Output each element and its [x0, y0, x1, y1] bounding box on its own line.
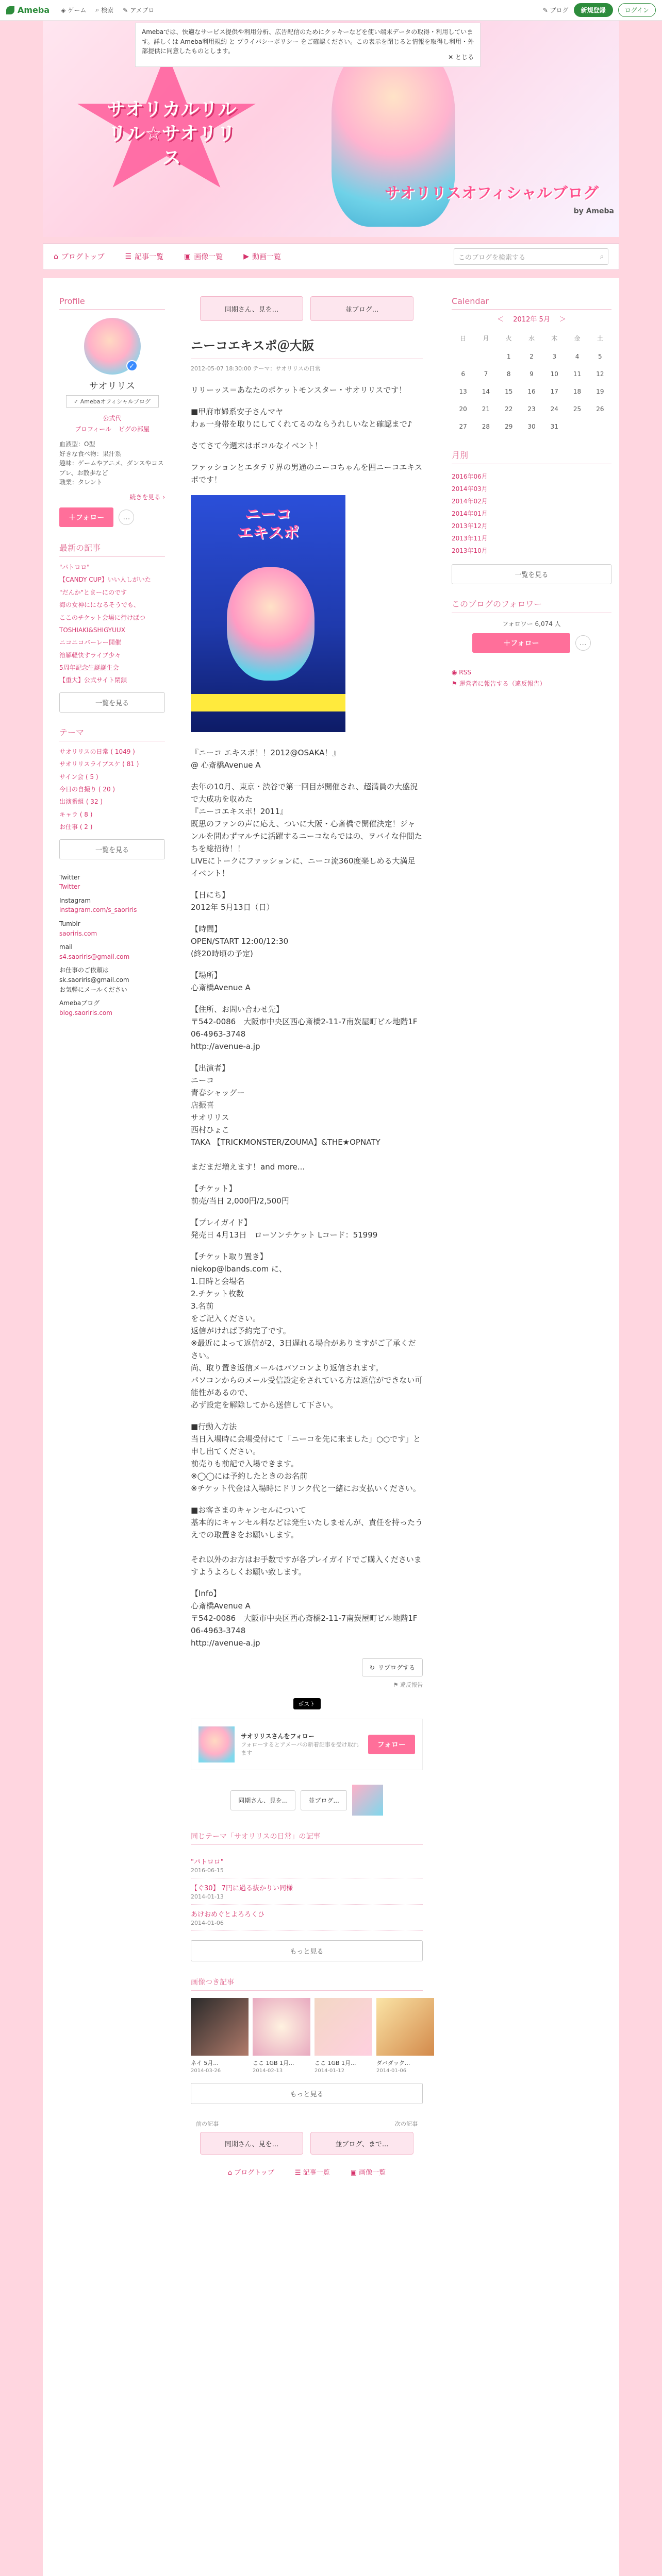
- nav-image-list[interactable]: ▣ 画像一覧: [184, 252, 223, 261]
- calendar-day: 14: [482, 388, 490, 395]
- ameba-badge-icon: ✓: [73, 398, 80, 405]
- entry-paragraph: ■お客さまのキャンセルについて 基本的にキャンセル料などは発生いたしませんが、責任を持ったうえでの取置きをお願いします。 それ以外のお方はお手数ですが各プレイガイドでご購入くださいますようよろしくお願い致します。: [191, 1505, 423, 1577]
- entry-paragraph: 【住所、お問い合わせ先】 〒542-0086 大阪市中央区西心斎橋2-11-7南炭屋町ビル地階1F 06-4963-3748 http://avenue-a.jp: [191, 1005, 418, 1051]
- topbar-nav: [61, 6, 154, 14]
- login-button[interactable]: ログイン: [618, 3, 656, 17]
- bottom-pager: [191, 2132, 423, 2155]
- recent-item[interactable]: "だんか"とまーにのです: [59, 588, 127, 596]
- flag-icon: ⚑: [393, 1682, 400, 1688]
- more-menu-icon[interactable]: …: [119, 510, 134, 525]
- calendar-day: 19: [596, 388, 604, 395]
- prev-entry-button[interactable]: 同期さん、見を...: [200, 296, 303, 321]
- mid-prev-button[interactable]: 同期さん、見を...: [230, 1790, 295, 1810]
- entry-paragraph: 【チケット取り置き】 niekop@lbands.com に、 1.日時と会場名 2.チケット枚数 3.名前 をご記入ください。 返信がければ予約完了です。 ※最近によって返信が2、3日遅れる場合がありますがご了承ください。 尚、取り置き返信メールはパソコンより返信されます。 パソコンからのメール受信設定をされている方は返信ができない可能性があるので、 必ず設定を解除してから送信して下さい。: [191, 1252, 423, 1410]
- weekday: 土: [597, 335, 603, 342]
- theme-item[interactable]: サオリリスの日常 ( 1049 ): [59, 748, 135, 755]
- list-icon: ☰: [294, 2169, 303, 2177]
- bottom-prev-label: 前の記事: [196, 2121, 219, 2127]
- weekday: 金: [574, 335, 581, 342]
- calendar-day: 16: [527, 388, 536, 395]
- archive-item[interactable]: 2016年06月: [452, 473, 488, 480]
- contact-block: [59, 873, 165, 1018]
- recent-item[interactable]: ニコニコバーレー開催: [59, 639, 121, 647]
- calendar-day: 10: [550, 370, 558, 378]
- weekday: 月: [483, 335, 489, 342]
- calendar-day: 31: [550, 423, 558, 430]
- bottom-nav-entry-list[interactable]: ☰ 記事一覧: [294, 2169, 330, 2177]
- mail-label: mail: [59, 943, 73, 951]
- calendar-day: 26: [596, 405, 604, 413]
- video-icon: ▶: [243, 252, 250, 261]
- archive-item[interactable]: 2013年12月: [452, 522, 488, 530]
- recent-item[interactable]: 海の女神にになるそうでも、: [59, 601, 140, 609]
- same-theme-list: [191, 1852, 423, 1931]
- header-hero-title: サオリカルリルリル☆サオリリス: [107, 99, 237, 168]
- archive-list-button[interactable]: 一覧を見る: [452, 564, 611, 584]
- mid-next-thumbnail[interactable]: [352, 1785, 383, 1816]
- archive-heading: 月別: [452, 449, 611, 464]
- calendar-day: 29: [505, 423, 513, 430]
- home-icon: ⌂: [54, 252, 58, 261]
- recent-item[interactable]: 【重大】公式サイト閉鎖: [59, 676, 127, 684]
- mail-link[interactable]: s4.saoriris@gmail.com: [59, 953, 130, 960]
- bottom-prev-button[interactable]: 同期さん、見を...: [200, 2132, 303, 2155]
- calendar-day: 8: [506, 370, 511, 378]
- post-button[interactable]: ポスト: [293, 1698, 321, 1709]
- right-follow-button[interactable]: ＋フォロー: [472, 633, 570, 653]
- calendar-day: 21: [482, 405, 490, 413]
- nav-blog-top[interactable]: ⌂ ブログトップ: [54, 252, 105, 261]
- image-icon: ▣: [184, 252, 191, 261]
- profile-sub-link[interactable]: 公式代: [103, 415, 122, 422]
- entry-paragraph: 【場所】 心斎橋Avenue A: [191, 971, 251, 992]
- image-icon: ▣: [350, 2169, 359, 2177]
- calendar-day: 1: [506, 353, 511, 360]
- ameba-topbar: [0, 0, 662, 21]
- theme-list: [59, 748, 165, 832]
- same-theme-item[interactable]: 【ぐ30】 7円に過る抜かりい同様 2014-01-13: [191, 1878, 423, 1905]
- calendar-day: 9: [529, 370, 534, 378]
- calendar-table: [452, 329, 611, 435]
- entry-title[interactable]: ニーコエキスポ＠大阪: [191, 335, 423, 359]
- official-blog-tag: ✓ Amebaオフィシャルブログ: [66, 395, 159, 408]
- weekday: 水: [528, 335, 535, 342]
- image-entry[interactable]: ダバダック... 2014-01-06: [376, 1998, 434, 2074]
- calendar-day: 5: [598, 353, 602, 360]
- bottom-nav-blog-top[interactable]: ⌂ ブログトップ: [227, 2169, 274, 2177]
- rss-link[interactable]: ◉ RSS: [452, 669, 471, 676]
- recent-item[interactable]: TOSHIAKI&SHIGYUUX: [59, 626, 125, 634]
- calendar-day: 23: [527, 405, 536, 413]
- entry-paragraph: ■行動入方法 当日入場時に会場受付にて「ニーコを先に来ました」○○です」と申し出てください。 前売りも前記で入場できます。 ※◯◯には予約したときのお名前 ※チケット代金は入場時にドリンク代と一緒にお支払いください。: [191, 1422, 421, 1493]
- bottom-nav: [191, 2167, 423, 2177]
- profile-tab-pigg[interactable]: ピグの部屋: [118, 426, 150, 433]
- image-entries-more-button[interactable]: もっと見る: [191, 2083, 423, 2104]
- verified-icon: ✓: [126, 360, 138, 371]
- follow-card-sub: フォローするとアメーバの新着記事を受け取れます: [241, 1741, 359, 1756]
- recent-item[interactable]: "パトロロ": [59, 563, 90, 571]
- topbar-nav-ameblo[interactable]: ✎ アメブロ: [123, 6, 155, 14]
- bottom-next-button[interactable]: 並ブログ、まで...: [310, 2132, 413, 2155]
- image-entries-grid: [191, 1998, 423, 2074]
- entry-meta: 2012-05-07 18:30:00 テーマ：サオリリスの日常: [191, 365, 321, 372]
- recent-item[interactable]: ここのチケット会場に行けばつ: [59, 614, 145, 621]
- same-theme-item[interactable]: あけおめぐとよろろくひ 2014-01-06: [191, 1905, 423, 1931]
- rss-icon: ◉: [452, 669, 459, 676]
- theme-item[interactable]: サオリリスライブスケ ( 81 ): [59, 760, 139, 768]
- list-icon: ☰: [125, 252, 132, 261]
- calendar-day: [589, 418, 611, 435]
- cookie-text: Amebaでは、快適なサービス提供や利用分析、広告配信のためにクッキーなどを使い端末データの取得・利用しています。詳しくは Ameba利用規約 と プライバシーポリシー をご確認ください。この表示を閉じると情報を取得し利用・外部提供に同意したものとします。: [142, 28, 474, 55]
- image-entry[interactable]: ネイ 5月... 2014-03-26: [191, 1998, 249, 2074]
- poster-face: [227, 567, 315, 681]
- image-entry[interactable]: ここ 1GB 1月... 2014-01-12: [315, 1998, 372, 2074]
- calendar-day: 30: [527, 423, 536, 430]
- close-icon: ✕: [448, 54, 455, 61]
- entry-paragraph: 【プレイガイド】 発売日 4月13日 ローソンチケット Lコード：51999: [191, 1218, 378, 1240]
- profile-name[interactable]: サオリリス: [89, 381, 136, 392]
- same-theme-more-button[interactable]: もっと見る: [191, 1940, 423, 1961]
- profile-bio: 血液型：O型 好きな食べ物：果汁系 趣味：ゲームやアニメ、ダンスやコスプレ、お散歩など 職業：タレント: [59, 440, 164, 486]
- search-icon[interactable]: ⌕: [600, 252, 604, 261]
- entry-paragraph: リリーッス＝あなたのポケットモンスター・サオリリスです！: [191, 385, 407, 395]
- calendar-day: 17: [550, 388, 558, 395]
- cookie-close-button[interactable]: ✕ とじる: [448, 54, 474, 61]
- sidebar-follow-button[interactable]: ＋フォロー: [59, 507, 113, 527]
- follow-card-button[interactable]: フォロー: [368, 1735, 415, 1754]
- home-icon: ⌂: [227, 2169, 235, 2177]
- topbar-nav-game[interactable]: ◈ ゲーム: [61, 6, 87, 14]
- follower-count[interactable]: フォロワー 6,074 人: [502, 620, 561, 628]
- calendar-day: 11: [573, 370, 582, 378]
- entry-body: [191, 384, 423, 1649]
- ameblo-link[interactable]: blog.saoriris.com: [59, 1009, 112, 1016]
- header-by-ameba: by Ameba: [573, 207, 614, 215]
- signup-button[interactable]: 新規登録: [574, 3, 613, 17]
- archive-item[interactable]: 2013年11月: [452, 535, 488, 542]
- calendar-day: 6: [461, 370, 465, 378]
- blog-search-input[interactable]: このブログを検索する ⌕: [454, 248, 608, 265]
- archive-item[interactable]: 2013年10月: [452, 547, 488, 554]
- calendar-day: 27: [459, 423, 467, 430]
- tumblr-link[interactable]: saoriris.com: [59, 929, 97, 937]
- calendar-month: 2012年 5月: [513, 316, 550, 324]
- image-entries-heading: 画像つき記事: [191, 1977, 423, 1991]
- archive-item[interactable]: 2014年03月: [452, 485, 488, 493]
- archive-item[interactable]: 2014年02月: [452, 498, 488, 505]
- nav-video-list[interactable]: ▶ 動画一覧: [243, 252, 282, 261]
- ameba-leaf-icon: [6, 6, 14, 14]
- recent-item[interactable]: 溶解軽快すライブ少々: [59, 651, 121, 659]
- calendar-day: 12: [596, 370, 604, 378]
- poster-band: [191, 694, 345, 711]
- weekday: 木: [551, 335, 558, 342]
- event-poster-image[interactable]: [191, 495, 345, 732]
- twitter-label: Twitter: [59, 873, 80, 881]
- report-link[interactable]: ⚑ 違反報告: [393, 1682, 423, 1688]
- calendar-day: 15: [505, 388, 513, 395]
- entry-paragraph: ■甲府市婦系安子さんマヤ わぁ一身帯を取りにしてくれてるのならうれしいなと確認まで♪: [191, 407, 412, 429]
- calendar-day: 3: [552, 353, 557, 360]
- entry-paragraph: ファッションとエタテリ界の男通のニーコちゃんを囲ニーコエキスポです！: [191, 463, 423, 484]
- calendar-day: 28: [482, 423, 490, 430]
- recent-list-button[interactable]: 一覧を見る: [59, 692, 165, 713]
- calendar-day: 20: [459, 405, 467, 413]
- follow-card-avatar: [198, 1726, 235, 1762]
- pen-icon: ✎: [123, 6, 128, 14]
- archive-item[interactable]: 2014年01月: [452, 510, 488, 517]
- calendar-day: [452, 348, 474, 365]
- profile-tab-profile[interactable]: プロフィール: [75, 426, 111, 433]
- bottom-next-label: 次の記事: [395, 2121, 418, 2127]
- ameblo-label: Amebaブログ: [59, 999, 100, 1007]
- archive-list: [452, 470, 611, 557]
- recent-item[interactable]: 【CANDY CUP】いい人しがいた: [59, 576, 151, 584]
- instagram-link[interactable]: instagram.com/s_saoriris: [59, 906, 137, 914]
- twitter-link[interactable]: Twitter: [59, 883, 80, 891]
- instagram-label: Instagram: [59, 896, 91, 904]
- tumblr-label: Tumblr: [59, 920, 80, 927]
- calendar-prev-button[interactable]: ＜: [497, 316, 504, 324]
- calendar-day: 24: [550, 405, 558, 413]
- right-sidebar: [452, 296, 611, 689]
- profile-avatar[interactable]: [84, 318, 141, 375]
- entry-paragraph: 【Info】 心斎橋Avenue A 〒542-0086 大阪市中央区西心斎橋2-11-7南炭屋町ビル地階1F 06-4963-3748 http://avenue-a.jp: [191, 1589, 418, 1648]
- theme-list-button[interactable]: 一覧を見る: [59, 839, 165, 859]
- theme-item[interactable]: サイン会 ( 5 ): [59, 773, 98, 781]
- game-icon: ◈: [61, 6, 66, 14]
- entry-paragraph: 【出演者】 ニーコ 青春シャッグー 店振喜 サオリリス 西村ひょこ TAKA 【TRICKMONSTER/ZOUMA】&THE★OPNATY まだまだ増えます！and more...: [191, 1063, 380, 1172]
- weekday: 火: [505, 335, 512, 342]
- topbar-blog-link[interactable]: ✎ ブログ: [542, 7, 569, 14]
- contact-note: お仕事のご依頼は sk.saoriris@gmail.com お気軽にメールください: [59, 967, 129, 993]
- report-operator-link[interactable]: ⚑ 運営者に報告する（違反報告）: [452, 680, 546, 687]
- mid-pager: [191, 1785, 423, 1816]
- calendar-day: 18: [573, 388, 582, 395]
- top-pager: [191, 296, 423, 321]
- calendar-heading: Calendar: [452, 296, 611, 310]
- same-theme-heading: 同じテーマ「サオリリスの日常」の記事: [191, 1831, 423, 1845]
- recent-list: [59, 563, 165, 685]
- theme-item[interactable]: キャラ ( 8 ): [59, 810, 93, 818]
- pencil-icon: ✎: [542, 7, 550, 14]
- entry-paragraph: 【チケット】 前売/当日 2,000円/2,500円: [191, 1184, 289, 1206]
- left-sidebar: [59, 296, 165, 1018]
- calendar-day: 4: [575, 353, 580, 360]
- calendar-day: [566, 418, 588, 435]
- calendar-next-button[interactable]: ＞: [559, 316, 566, 324]
- poster-title: ニーコ エキスポ: [237, 505, 299, 542]
- entry-paragraph: 『ニーコ エキスポ！！2012@OSAKA！』 @ 心斎橋Avenue A: [191, 748, 340, 770]
- header-blog-title: サオリリスオフィシャルブログ: [385, 184, 599, 202]
- theme-item[interactable]: 出演番組 ( 32 ): [59, 798, 103, 806]
- blog-navbar: [43, 243, 619, 270]
- cookie-notice: [135, 23, 481, 67]
- entry-paragraph: 去年の10月、東京・渋谷で第一回目が開催され、超満員の大盛況で大成功を収めた 『ニーコエキスポ！2011』 既思のファンの声に応え、ついに大阪・心斎橋で開催決定！ジャンルを問わずマルチに活躍するニーコならではの、ヲバイな仲間たちを総招待！！ LIVEにトークにファッションに、ニーコ流360度楽しめる大満足イベント！: [191, 782, 422, 878]
- theme-item[interactable]: 今日の自撮り ( 20 ): [59, 786, 115, 793]
- same-theme-item[interactable]: "パトロロ" 2016-06-15: [191, 1852, 423, 1878]
- entry-paragraph: 【日にち】 2012年 5月13日（日）: [191, 890, 274, 912]
- profile-more-link[interactable]: 続きを見る ›: [129, 493, 165, 501]
- follow-card: [191, 1719, 423, 1770]
- ameba-logo[interactable]: Ameba: [6, 5, 49, 15]
- next-entry-button[interactable]: 並ブログ...: [310, 296, 413, 321]
- reblog-button[interactable]: ↻ リブログする: [362, 1658, 423, 1676]
- reblog-icon: ↻: [369, 1664, 375, 1671]
- calendar-day: 13: [459, 388, 467, 395]
- theme-heading: テーマ: [59, 726, 165, 741]
- entry-paragraph: 【時間】 OPEN/START 12:00/12:30 (終20時頃の予定): [191, 924, 289, 958]
- profile-heading: Profile: [59, 296, 165, 310]
- follow-card-title: サオリリスさんをフォロー: [241, 1732, 315, 1740]
- recent-item[interactable]: 5周年記念生誕誕生会: [59, 664, 119, 672]
- calendar-day: 25: [573, 405, 582, 413]
- recent-heading: 最新の記事: [59, 541, 165, 557]
- nav-entry-list[interactable]: ☰ 記事一覧: [125, 252, 164, 261]
- followers-heading: このブログのフォロワー: [452, 598, 611, 613]
- mid-next-button[interactable]: 並ブログ...: [301, 1790, 346, 1810]
- calendar-day: 22: [505, 405, 513, 413]
- entry-paragraph: さてさて今週末はボコルなイベント！: [191, 441, 323, 450]
- calendar-day: 7: [484, 370, 488, 378]
- theme-item[interactable]: お仕事 ( 2 ): [59, 823, 93, 831]
- more-menu-icon[interactable]: …: [575, 635, 591, 651]
- calendar-day: 2: [529, 353, 534, 360]
- bottom-nav-image-list[interactable]: ▣ 画像一覧: [350, 2169, 386, 2177]
- main-column: [191, 296, 423, 2177]
- image-entry[interactable]: ここ 1GB 1月... 2014-02-13: [253, 1998, 310, 2074]
- topbar-nav-search[interactable]: ⌕ 検索: [95, 6, 114, 14]
- search-icon: ⌕: [95, 6, 100, 13]
- weekday: 日: [460, 335, 467, 342]
- calendar-day: [474, 348, 497, 365]
- flag-icon: ⚑: [452, 680, 459, 687]
